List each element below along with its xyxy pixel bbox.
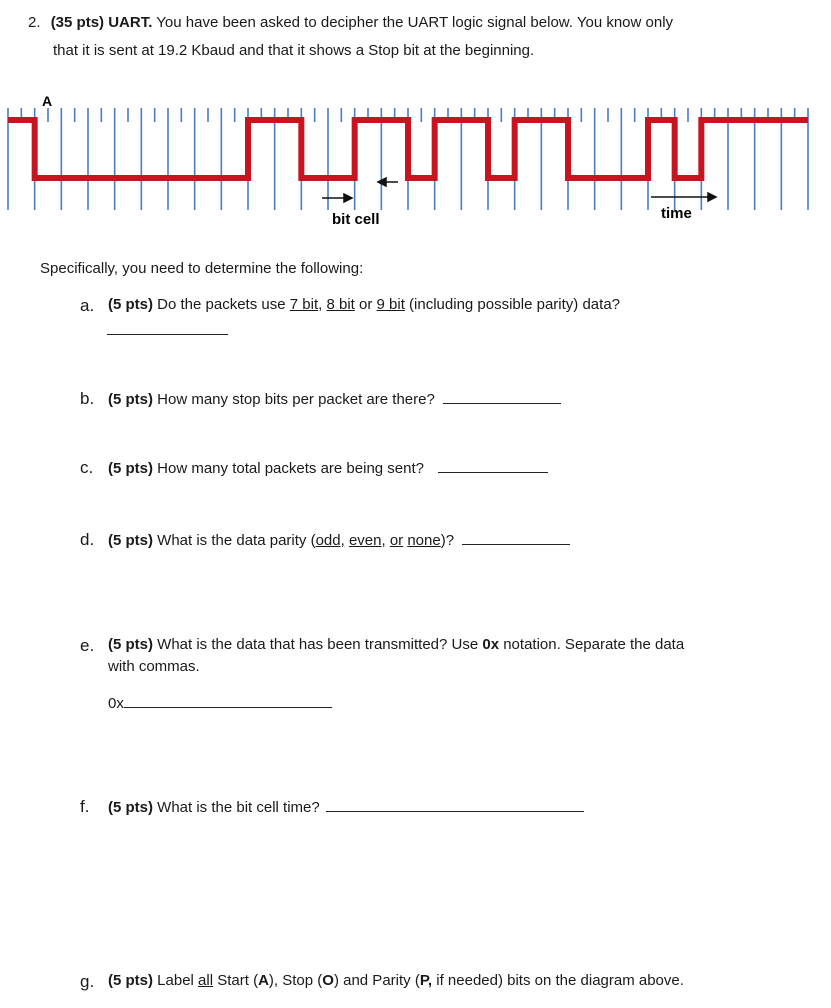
option-9-bit: 9 bit (376, 296, 405, 313)
answer-e-row (108, 693, 332, 712)
question-d-letter: d. (80, 530, 95, 549)
question-e-post: notation. Separate the data (503, 636, 685, 653)
question-d-points: (5 pts) (108, 532, 153, 549)
marker-a-label: A (42, 96, 53, 109)
question-a-letter: a. (80, 296, 95, 315)
question-g-letter: g. (80, 972, 95, 991)
answer-d-blank[interactable] (462, 530, 570, 545)
question-f (108, 797, 584, 816)
parity-bit-symbol: P, (419, 972, 433, 989)
question-e-pre: What is the data that has been transmitted? Use (157, 636, 479, 653)
option-none: none (407, 532, 441, 549)
question-d-post: )? (440, 532, 455, 549)
stop-bit-symbol: O (322, 972, 334, 989)
answer-b-blank[interactable] (443, 389, 561, 404)
question-a-pre: Do the packets use (157, 296, 286, 313)
question-b (108, 389, 561, 408)
question-e-points: (5 pts) (108, 636, 153, 653)
question-d-pre: What is the data parity ( (157, 532, 316, 549)
question-g: (5 pts) Label all Start (A), Stop (O) and Parity (P, if needed) bits on the diagram above. (108, 972, 684, 989)
time-arrow (651, 193, 716, 201)
option-even: even (348, 532, 382, 549)
question-f-letter: f. (80, 797, 90, 816)
question-c-letter: c. (80, 458, 94, 477)
bit-cell-label: bit cell (332, 211, 380, 228)
answer-e-prefix: 0x (108, 695, 124, 712)
emphasis-all: all (198, 972, 214, 989)
question-a-points: (5 pts) (108, 296, 153, 313)
problem-description-line1: You have been asked to decipher the UART logic signal below. You know only (156, 14, 674, 31)
question-b-letter: b. (80, 389, 95, 408)
question-e (108, 636, 684, 653)
answer-f-blank[interactable] (326, 797, 584, 812)
question-c-points: (5 pts) (108, 460, 153, 477)
question-c-text: How many total packets are being sent? (157, 460, 424, 477)
question-c (108, 458, 548, 477)
answer-e-blank[interactable] (124, 693, 332, 708)
option-7-bit: 7 bit (289, 296, 319, 313)
option-8-bit: 8 bit (326, 296, 355, 313)
question-e-hex-notation: 0x (482, 636, 500, 653)
time-label: time (661, 205, 692, 222)
question-b-points: (5 pts) (108, 391, 153, 408)
question-f-points: (5 pts) (108, 799, 153, 816)
problem-title: UART. (108, 14, 153, 31)
question-g-points: (5 pts) (108, 972, 153, 989)
question-e-letter: e. (80, 636, 95, 655)
question-b-text: How many stop bits per packet are there? (157, 391, 435, 408)
question-e-line2: with commas. (108, 658, 200, 675)
question-d: (5 pts) What is the data parity (odd, even, or none)? (108, 530, 570, 549)
problem-description-line2: that it is sent at 19.2 Kbaud and that it shows a Stop bit at the beginning. (53, 42, 535, 59)
question-a: (5 pts) Do the packets use 7 bit, 8 bit or 9 bit (including possible parity) data? (108, 296, 620, 313)
question-a-post: (including possible parity) data? (409, 296, 620, 313)
uart-signal-trace (8, 120, 808, 178)
option-odd: odd (315, 532, 341, 549)
intro-text: Specifically, you need to determine the following: (40, 260, 364, 277)
bit-cell-arrows (322, 178, 398, 202)
problem-number: 2. (28, 14, 41, 31)
problem-points: (35 pts) (50, 14, 105, 31)
answer-c-blank[interactable] (438, 458, 548, 473)
question-f-text: What is the bit cell time? (157, 799, 320, 816)
start-bit-symbol: A (258, 972, 269, 989)
problem-header (28, 14, 673, 31)
uart-signal-diagram (0, 96, 831, 236)
answer-a-blank[interactable] (107, 320, 228, 335)
